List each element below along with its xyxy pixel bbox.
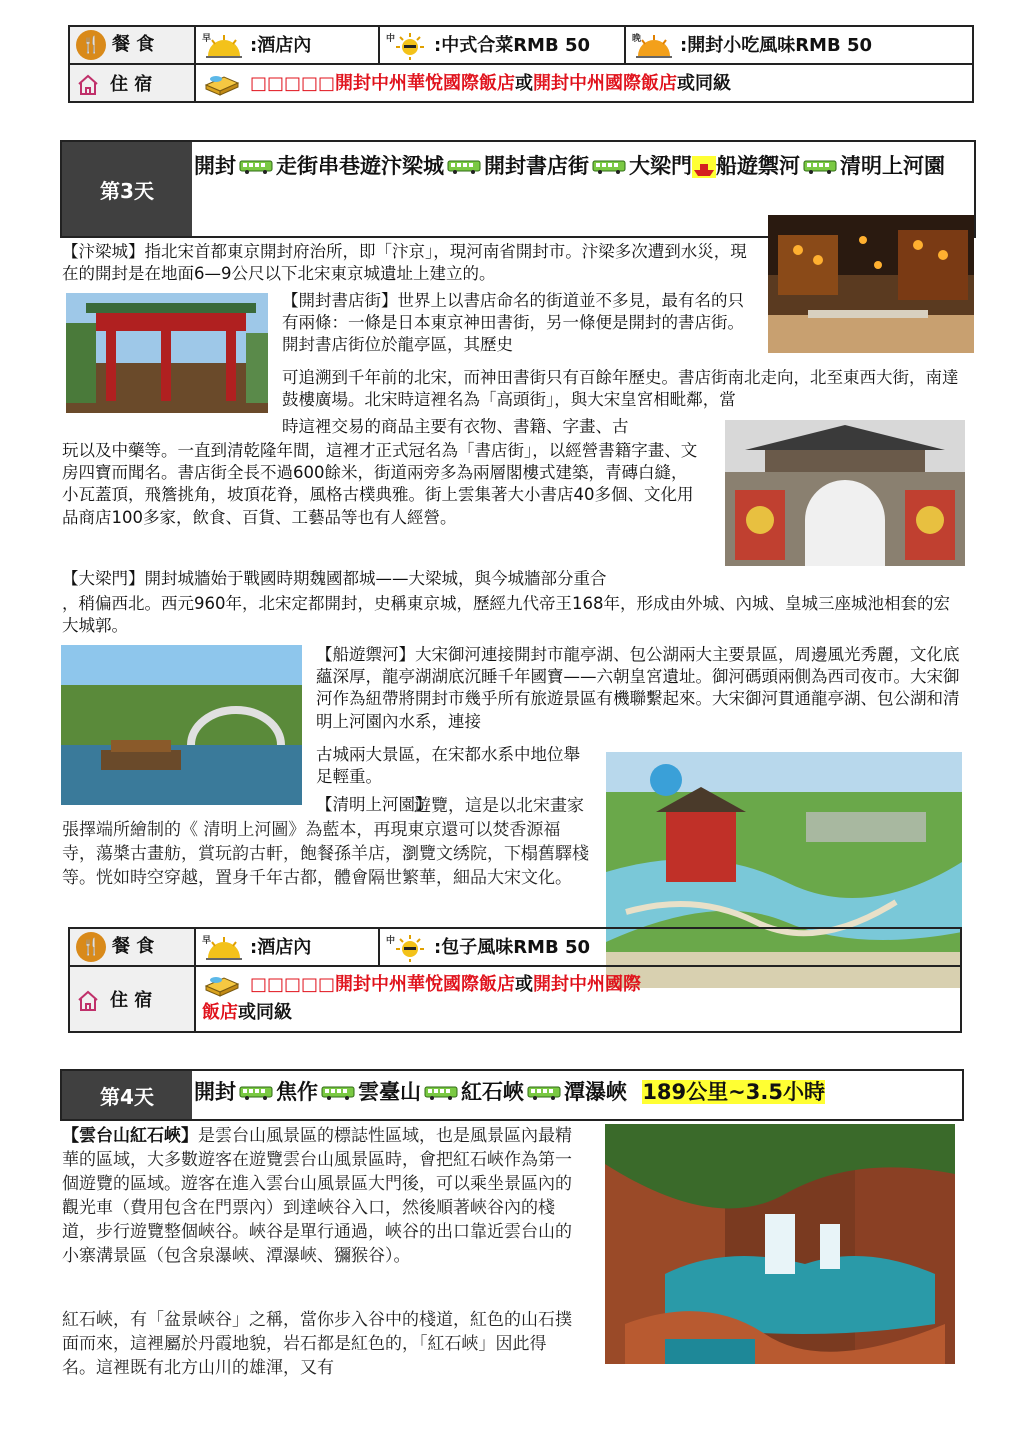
photo-archway — [66, 293, 268, 413]
fork-knife-icon: 🍴 — [76, 932, 106, 962]
sunrise-icon — [202, 934, 246, 962]
bus-icon — [527, 1086, 561, 1100]
hongshixia-title: 【雲台山紅石峽】 — [62, 1126, 198, 1146]
hotel-2-part1: 開封中州國際 — [533, 974, 642, 995]
route-stop: 雲臺山 — [358, 1080, 421, 1104]
svg-text:早: 早 — [202, 935, 212, 946]
boat-icon — [692, 156, 716, 178]
lunch-text: :中式合菜RMB 50 — [434, 34, 591, 56]
sunset-icon — [632, 32, 676, 60]
dinner-cell — [625, 26, 973, 64]
day3-label: 第3天 — [62, 142, 192, 236]
route-stop: 開封 — [194, 1080, 236, 1104]
meal-table-mid — [68, 927, 962, 1033]
route-stop: 船遊禦河 — [716, 154, 800, 178]
day4-label: 第4天 — [62, 1071, 192, 1119]
bus-icon — [447, 160, 481, 174]
house-icon — [76, 989, 100, 1013]
route-stop: 大梁門 — [629, 154, 692, 178]
route-stop: 走街串巷遊汴梁城 — [276, 154, 444, 178]
food-tray-icon — [202, 71, 242, 97]
svg-text:早: 早 — [202, 33, 212, 44]
food-tray-icon — [202, 972, 242, 998]
bus-icon — [803, 160, 837, 174]
photo-river-bridge — [61, 645, 302, 805]
hotel-2: 開封中州國際飯店 — [533, 73, 678, 94]
bus-icon — [239, 160, 273, 174]
paragraph-daliangmen-b: ，稍偏西北。西元960年，北宋定都開封，史稱東京城，歷經九代帝王168年，形成由外城、內城、皇城三座城池相套的宏大城郭。 — [62, 594, 950, 636]
paragraph-qingming-body: 遊覽，這是以北宋畫家張擇端所繪制的《 清明上河圖》為藍本，再現東京還可以焚香源福寺，蕩槳古畫舫，賞玩韵古軒，飽餐孫羊店，瀏覽文绣院，下榻舊驛棧等。恍如時空穿越，置身千年古都，體會隔世繁華，細品大宋文化。 — [62, 796, 589, 888]
bus-icon — [424, 1086, 458, 1100]
lunch-cell — [379, 928, 961, 966]
route-stop: 紅石峽 — [461, 1080, 524, 1104]
photo-city-gate — [725, 420, 965, 566]
meal-label: 餐 食 — [112, 936, 155, 957]
hotel-suffix: 或同級 — [238, 1002, 292, 1023]
day4-header — [60, 1069, 964, 1121]
paragraph-imperial-river: 【船遊禦河】大宋御河連接開封市龍亭湖、包公湖兩大主要景區，周邊風光秀麗，文化底蘊深厚，龍亭湖湖底沉睡千年國寶——六朝皇宮遺址。御河碼頭兩側為西司夜市。大宋御河作為紐帶將開封市幾乎所有旅遊景區有機聯繫起來。大宋御河貫通龍亭湖、包公湖和清明上河園內水系，連接 — [316, 645, 960, 731]
route-stop: 潭瀑峽 — [564, 1080, 627, 1104]
paragraph-hongshixia — [62, 1124, 578, 1268]
breakfast-cell — [195, 26, 379, 64]
paragraph-bookstreet-b: 可追溯到千年前的北宋，而神田書街只有百餘年歷史。書店街南北走向，北至東西大街，南達鼓樓廣場。北宋時這裡名為「高頭街」，與大宋皇宮相毗鄰，當 — [282, 368, 959, 410]
stay-label: 住 宿 — [110, 73, 153, 95]
stay-label-cell — [69, 64, 195, 102]
breakfast-text: :酒店內 — [250, 34, 312, 56]
day3-route — [194, 144, 970, 188]
hotel-1: 開封中州華悅國際飯店 — [335, 974, 516, 995]
route-stop: 焦作 — [276, 1080, 318, 1104]
hongshixia-body: 是雲台山風景區的標誌性區域，也是風景區內最精華的區域，大多數遊客在遊覽雲台山風景區時，會把紅石峽作為第一個遊覽的區域。遊客在進入雲台山風景區大門後，可以乘坐景區內的觀光車（費用包含在門票內）到達峽谷入口，然後順著峽谷內的棧道，步行遊覽整個峽谷。峽谷是單行通過，峽谷的出口靠近雲台山的小寨溝景區（包含泉瀑峽、潭瀑峽、獼猴谷）。 — [62, 1126, 572, 1266]
house-icon — [76, 73, 100, 97]
stay-placeholder-boxes: □□□□□ — [250, 974, 336, 995]
sunrise-icon — [202, 32, 246, 60]
hotel-suffix: 或同級 — [677, 73, 732, 94]
stay-placeholder-boxes: □□□□□ — [250, 73, 336, 94]
stay-label: 住 宿 — [110, 989, 153, 1011]
photo-night-street — [768, 215, 974, 353]
route-stop: 清明上河園 — [840, 154, 945, 178]
meal-label-cell — [69, 26, 195, 64]
meal-label: 餐 食 — [112, 34, 155, 55]
or-text: 或 — [515, 73, 534, 94]
svg-text:中: 中 — [386, 33, 396, 44]
route-stop: 開封書店街 — [484, 154, 589, 178]
day4-route — [194, 1073, 825, 1111]
hotel-1: 開封中州華悅國際飯店 — [335, 73, 516, 94]
paragraph-hongshixia-2: 紅石峽，有「盆景峽谷」之稱，當你步入谷中的棧道，紅色的山石撲面而來，這裡屬於丹霞地貌，岩石都是紅色的，「紅石峽」因此得名。這裡既有北方山川的雄渾，又有 — [62, 1310, 572, 1378]
lunch-text: :包子風味RMB 50 — [434, 936, 591, 958]
meal-label-cell — [69, 928, 195, 966]
paragraph-bookstreet-c: 時這裡交易的商品主要有衣物、書籍、字畫、古 — [282, 417, 629, 436]
fork-knife-icon: 🍴 — [76, 30, 106, 60]
paragraph-bookstreet-d: 玩以及中藥等。一直到清乾隆年間，這裡才正式冠名為「書店街」，以經營書籍字畫、文房四寶而聞名。書店街全長不過600餘米，街道兩旁多為兩層閣樓式建築，青磚白縫，小瓦蓋頂，飛簷挑角，坡頂花脊，風格古樸典雅。街上雲集著大小書店40多個、文化用品商店100多家，飲食、百貨、工藝品等也有人經營。 — [62, 441, 698, 527]
stay-cell — [195, 966, 961, 1032]
sun-icon — [386, 934, 430, 962]
qingming-title: 【清明上河園】 — [316, 795, 432, 814]
route-stop: 開封 — [194, 154, 236, 178]
breakfast-cell — [195, 928, 379, 966]
meal-table-top — [68, 25, 974, 103]
bus-icon — [321, 1086, 355, 1100]
distance-badge: 189公里~3.5小時 — [642, 1080, 825, 1104]
breakfast-text: :酒店內 — [250, 936, 312, 958]
stay-cell — [195, 64, 973, 102]
bus-icon — [592, 160, 626, 174]
lunch-cell — [379, 26, 625, 64]
svg-text:中: 中 — [386, 935, 396, 946]
paragraph-bianliang: 【汴梁城】指北宋首都東京開封府治所，即「汴京」，現河南省開封市。汴梁多次遭到水災，現在的開封是在地面6—9公尺以下北宋東京城遺址上建立的。 — [62, 242, 747, 284]
or-text: 或 — [515, 974, 534, 995]
hotel-2-part2: 飯店 — [202, 1002, 238, 1023]
paragraph-bookstreet-a: 【開封書店街】世界上以書店命名的街道並不多見，最有名的只有兩條：一條是日本東京神田書街，另一條便是開封的書店街。開封書店街位於龍亭區，其歷史 — [282, 291, 744, 355]
stay-label-cell — [69, 966, 195, 1032]
svg-text:晚: 晚 — [632, 33, 642, 44]
dinner-text: :開封小吃風味RMB 50 — [680, 34, 873, 56]
paragraph-imperial-river-b: 古城兩大景區，在宋都水系中地位舉足輕重。 — [316, 745, 580, 787]
paragraph-daliangmen-a: 【大梁門】開封城牆始于戰國時期魏國都城——大梁城，與今城牆部分重合 — [62, 569, 607, 588]
photo-red-canyon — [605, 1124, 955, 1364]
bus-icon — [239, 1086, 273, 1100]
sun-icon — [386, 32, 430, 60]
